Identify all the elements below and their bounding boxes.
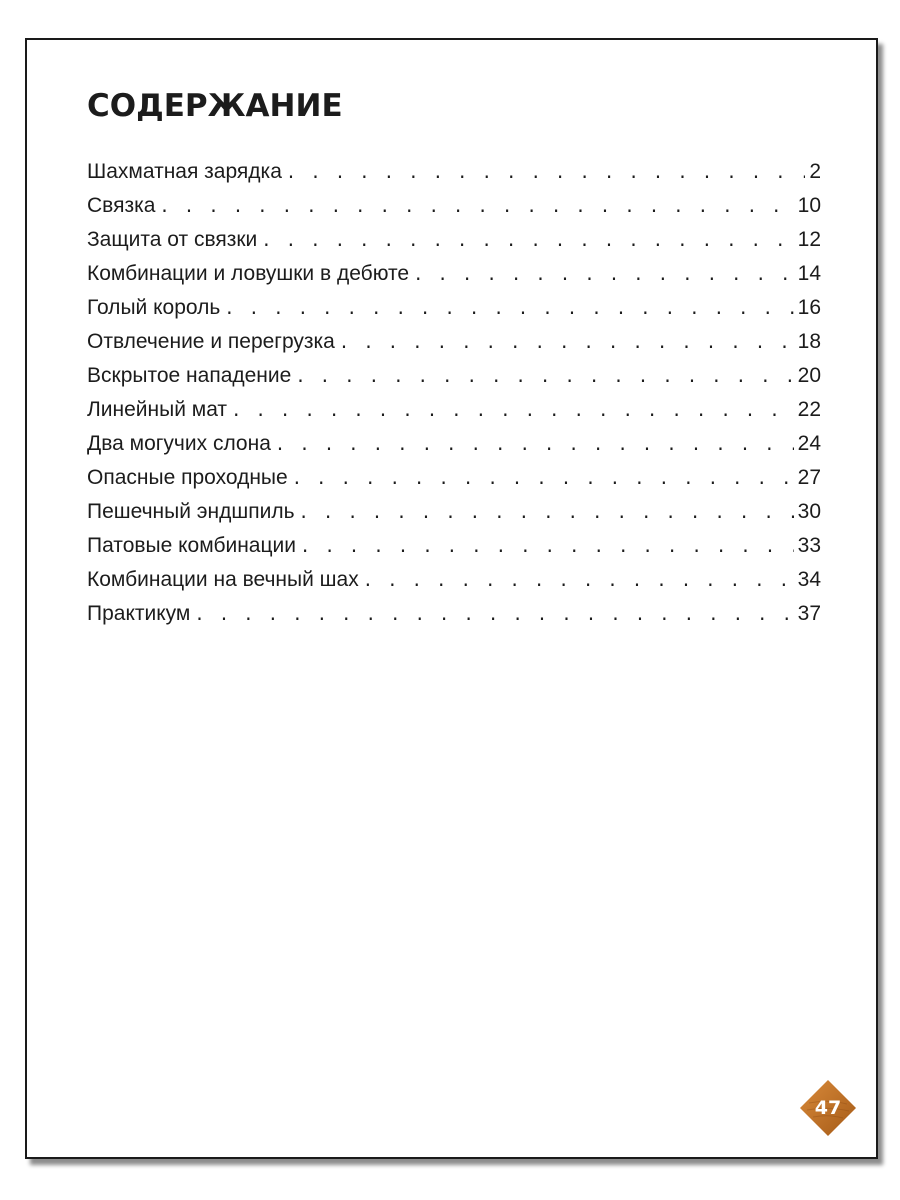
toc-entry	[87, 228, 821, 262]
toc-entry-page: 2	[809, 160, 821, 183]
toc-dot-leader	[159, 197, 793, 217]
toc-entry	[87, 364, 821, 398]
toc-entry-title: Опасные проходные	[87, 466, 288, 489]
toc-entry-page: 22	[797, 398, 821, 421]
toc-dot-leader	[292, 469, 794, 489]
toc-entry-page: 24	[797, 432, 821, 455]
toc-dot-leader	[363, 571, 794, 591]
toc-entry-page: 20	[797, 364, 821, 387]
toc-entry-title: Патовые комбинации	[87, 534, 296, 557]
toc-entry	[87, 466, 821, 500]
toc-entry	[87, 262, 821, 296]
toc-entry-page: 33	[797, 534, 821, 557]
toc-entry-page: 12	[797, 228, 821, 251]
toc-entry-page: 34	[797, 568, 821, 591]
toc-entry-page: 37	[797, 602, 821, 625]
toc-entry-title: Комбинации на вечный шах	[87, 568, 359, 591]
toc-entry	[87, 296, 821, 330]
toc-entry-title: Линейный мат	[87, 398, 228, 421]
toc-entry	[87, 534, 821, 568]
toc-entry-title: Вскрытое нападение	[87, 364, 292, 387]
toc-dot-leader	[224, 299, 793, 319]
toc-entry	[87, 432, 821, 466]
toc-entry-title: Комбинации и ловушки в дебюте	[87, 262, 410, 285]
toc-entry-page: 14	[797, 262, 821, 285]
page-number: 47	[814, 1097, 842, 1119]
toc-dot-leader	[231, 401, 794, 421]
toc-dot-leader	[413, 265, 794, 285]
toc-entry-title: Практикум	[87, 602, 191, 625]
toc-entry-page: 16	[797, 296, 821, 319]
toc-dot-leader	[261, 231, 793, 251]
toc-entry-page: 30	[797, 500, 821, 523]
toc-entry-page: 10	[797, 194, 821, 217]
toc-entry	[87, 330, 821, 364]
toc-dot-leader	[275, 435, 794, 455]
toc-entry	[87, 602, 821, 636]
toc-entry	[87, 500, 821, 534]
toc-entry-page: 27	[797, 466, 821, 489]
toc-entry-page: 18	[797, 330, 821, 353]
book-page	[25, 38, 878, 1159]
toc-entry-title: Защита от связки	[87, 228, 258, 251]
page-number-badge	[799, 1079, 857, 1137]
toc-entry-title: Голый король	[87, 296, 221, 319]
toc-entry	[87, 160, 821, 194]
toc-entry-title: Два могучих слона	[87, 432, 271, 455]
toc-entry	[87, 194, 821, 228]
toc-entry-title: Связка	[87, 194, 156, 217]
toc-dot-leader	[299, 503, 794, 523]
toc-entry-title: Шахматная зарядка	[87, 160, 282, 183]
table-of-contents	[87, 160, 821, 636]
toc-dot-leader	[194, 605, 793, 625]
toc-entry	[87, 398, 821, 432]
toc-dot-leader	[295, 367, 793, 387]
toc-dot-leader	[300, 537, 794, 557]
toc-dot-leader	[286, 163, 805, 183]
toc-entry-title: Пешечный эндшпиль	[87, 500, 295, 523]
toc-entry	[87, 568, 821, 602]
page-title: СОДЕРЖАНИЕ	[87, 88, 343, 124]
toc-dot-leader	[339, 333, 794, 353]
toc-entry-title: Отвлечение и перегрузка	[87, 330, 335, 353]
